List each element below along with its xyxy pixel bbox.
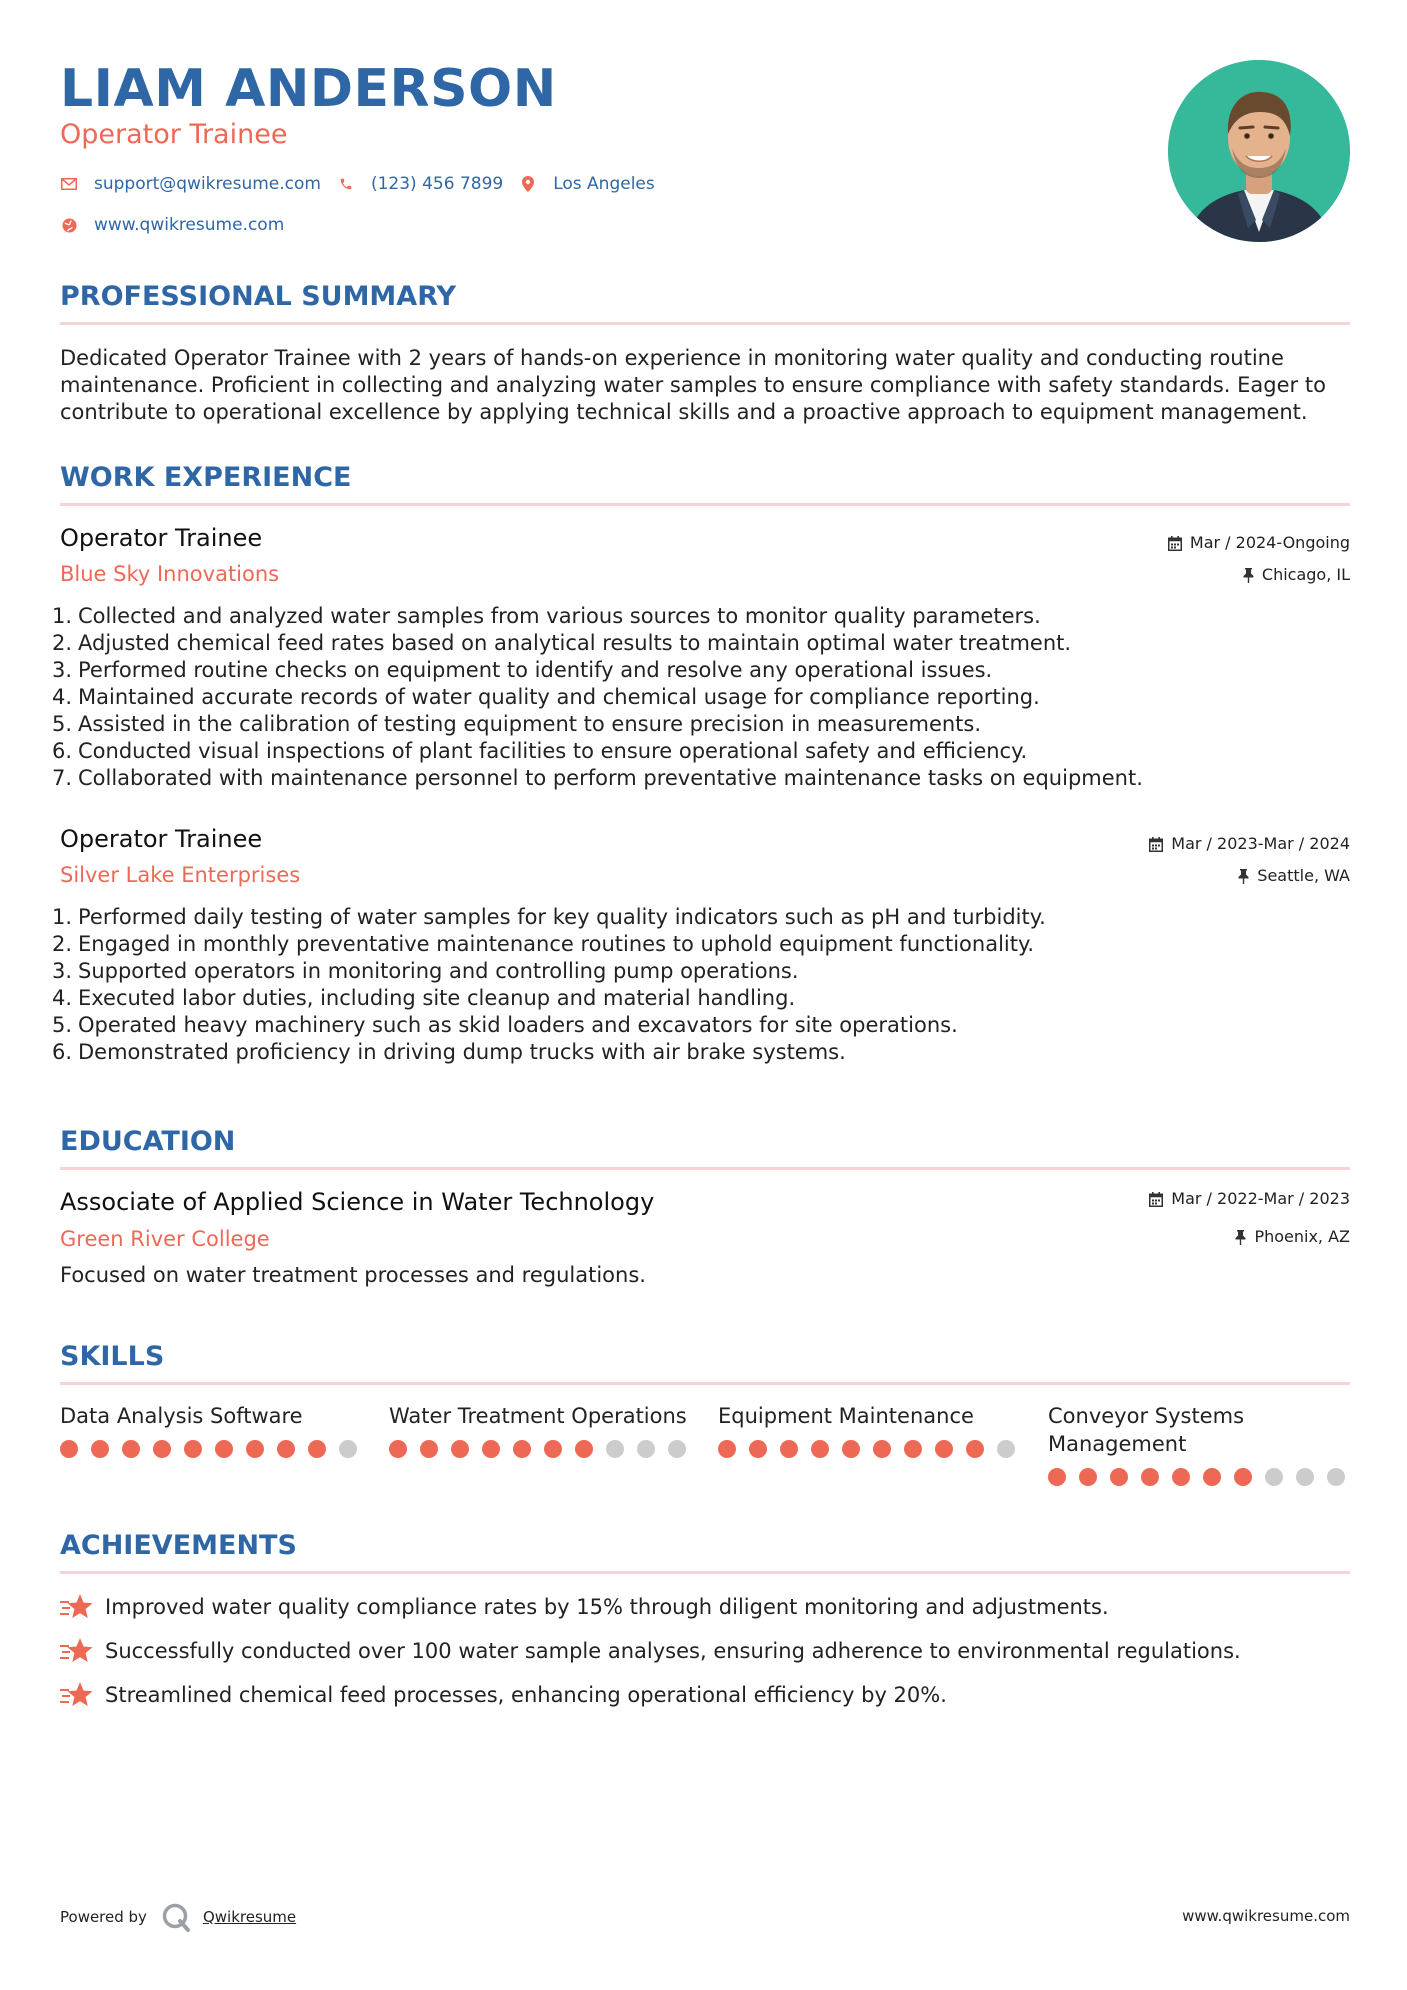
dates-text: Mar / 2023-Mar / 2024 <box>1171 834 1350 853</box>
rating-dot-filled <box>1172 1468 1190 1486</box>
degree-title: Associate of Applied Science in Water Technology <box>60 1188 655 1216</box>
skill-rating <box>389 1440 689 1458</box>
map-pin-icon <box>519 175 537 193</box>
phone-text: (123) 456 7899 <box>370 174 504 194</box>
dates-text: Mar / 2024-Ongoing <box>1189 533 1350 552</box>
location-text: Phoenix, AZ <box>1254 1227 1350 1246</box>
website-text[interactable]: www.qwikresume.com <box>94 215 285 235</box>
pushpin-icon <box>1243 568 1254 583</box>
rating-dot-filled <box>935 1440 953 1458</box>
rating-dot-filled <box>451 1440 469 1458</box>
rating-dot-filled <box>1141 1468 1159 1486</box>
globe-icon <box>60 216 78 234</box>
achievement-text: Successfully conducted over 100 water sample analyses, ensuring adherence to environmental regulations. <box>105 1639 1241 1663</box>
location-text: Seattle, WA <box>1257 866 1350 885</box>
job-location <box>1238 865 1350 887</box>
job-dates <box>1149 833 1350 855</box>
rating-dot-filled <box>718 1440 736 1458</box>
footer-url[interactable]: www.qwikresume.com <box>1182 1907 1350 1925</box>
rating-dot-filled <box>122 1440 140 1458</box>
job-responsibilities <box>52 904 1342 1066</box>
list-item: 4. Executed labor duties, including site cleanup and material handling. <box>52 986 796 1010</box>
rating-dot-filled <box>1110 1468 1128 1486</box>
education-description: Focused on water treatment processes and regulations. <box>60 1263 646 1287</box>
contact-phone[interactable] <box>337 174 503 194</box>
job-location <box>1243 564 1350 586</box>
star-icon <box>60 1592 94 1622</box>
rating-dot-filled <box>544 1440 562 1458</box>
achievement-item <box>60 1592 1109 1622</box>
rating-dot-filled <box>780 1440 798 1458</box>
rating-dot-filled <box>904 1440 922 1458</box>
candidate-name: LIAM ANDERSON <box>60 59 557 119</box>
envelope-icon <box>60 175 78 193</box>
section-divider <box>60 503 1350 506</box>
rating-dot-filled <box>277 1440 295 1458</box>
list-item: 7. Collaborated with maintenance personnel to perform preventative maintenance tasks on equipment. <box>52 766 1143 790</box>
email-text[interactable]: support@qwikresume.com <box>94 174 321 194</box>
calendar-icon <box>1168 536 1182 551</box>
rating-dot-filled <box>749 1440 767 1458</box>
job-responsibilities <box>52 603 1342 792</box>
rating-dot-empty <box>997 1440 1015 1458</box>
summary-heading: PROFESSIONAL SUMMARY <box>60 281 457 312</box>
skill-name: Equipment Maintenance <box>718 1404 974 1428</box>
rating-dot-filled <box>308 1440 326 1458</box>
job-title: Operator Trainee <box>60 524 263 552</box>
rating-dot-filled <box>811 1440 829 1458</box>
rating-dot-filled <box>153 1440 171 1458</box>
rating-dot-empty <box>668 1440 686 1458</box>
contact-website[interactable] <box>60 212 284 238</box>
rating-dot-filled <box>575 1440 593 1458</box>
rating-dot-empty <box>1296 1468 1314 1486</box>
rating-dot-filled <box>1048 1468 1066 1486</box>
company-name: Silver Lake Enterprises <box>60 863 301 887</box>
achievement-text: Streamlined chemical feed processes, enhancing operational efficiency by 20%. <box>105 1683 947 1707</box>
list-item: 1. Collected and analyzed water samples from various sources to monitor quality parameters. <box>52 604 1041 628</box>
brand-link[interactable]: Qwikresume <box>202 1908 297 1926</box>
skill-rating <box>1048 1468 1348 1486</box>
summary-text: Dedicated Operator Trainee with 2 years of hands-on experience in monitoring water quality and conducting routine maintenance. Proficient in collecting and analyzing water samples to ensure compliance with safety standards. Eager to contribute to operational excellence by applying technical skills and a proactive approach to equipment management. <box>60 346 1326 424</box>
contact-email[interactable] <box>60 174 321 194</box>
rating-dot-filled <box>91 1440 109 1458</box>
contact-row <box>60 171 655 197</box>
contact-location <box>519 174 655 194</box>
achievements-heading: ACHIEVEMENTS <box>60 1530 297 1561</box>
skill-item <box>1048 1402 1348 1486</box>
list-item: 5. Assisted in the calibration of testing equipment to ensure precision in measurements. <box>52 712 982 736</box>
rating-dot-empty <box>339 1440 357 1458</box>
location-text: Los Angeles <box>553 174 655 194</box>
rating-dot-filled <box>1079 1468 1097 1486</box>
list-item: 1. Performed daily testing of water samples for key quality indicators such as pH and turbidity. <box>52 905 1046 929</box>
rating-dot-filled <box>513 1440 531 1458</box>
section-divider <box>60 1571 1350 1574</box>
list-item: 6. Conducted visual inspections of plant facilities to ensure operational safety and efficiency. <box>52 739 1028 763</box>
rating-dot-filled <box>966 1440 984 1458</box>
job-title: Operator Trainee <box>60 825 263 853</box>
calendar-icon <box>1149 837 1163 852</box>
skill-item <box>718 1402 1018 1458</box>
section-divider <box>60 322 1350 325</box>
phone-icon <box>337 175 355 193</box>
list-item: 3. Supported operators in monitoring and controlling pump operations. <box>52 959 799 983</box>
rating-dot-filled <box>246 1440 264 1458</box>
education-heading: EDUCATION <box>60 1126 236 1157</box>
rating-dot-filled <box>482 1440 500 1458</box>
skill-name: Conveyor Systems Management <box>1048 1404 1245 1456</box>
achievement-item <box>60 1636 1241 1666</box>
rating-dot-empty <box>606 1440 624 1458</box>
qwikresume-logo-icon <box>161 1902 191 1932</box>
calendar-icon <box>1149 1192 1163 1207</box>
list-item: 3. Performed routine checks on equipment to identify and resolve any operational issues. <box>52 658 993 682</box>
pushpin-icon <box>1238 869 1249 884</box>
achievement-text: Improved water quality compliance rates by 15% through diligent monitoring and adjustments. <box>105 1595 1109 1619</box>
powered-by-label: Powered by <box>60 1908 147 1926</box>
skill-rating <box>60 1440 360 1458</box>
skill-name: Data Analysis Software <box>60 1404 303 1428</box>
candidate-role: Operator Trainee <box>60 119 288 150</box>
job-dates <box>1168 532 1350 554</box>
skill-name: Water Treatment Operations <box>389 1404 687 1428</box>
star-icon <box>60 1680 94 1710</box>
section-divider <box>60 1382 1350 1385</box>
education-location <box>1235 1226 1350 1248</box>
achievement-item <box>60 1680 947 1710</box>
rating-dot-filled <box>1234 1468 1252 1486</box>
rating-dot-filled <box>215 1440 233 1458</box>
skill-rating <box>718 1440 1018 1458</box>
dates-text: Mar / 2022-Mar / 2023 <box>1171 1189 1350 1208</box>
profile-photo <box>1168 60 1350 242</box>
skill-item <box>389 1402 689 1458</box>
pushpin-icon <box>1235 1230 1246 1245</box>
list-item: 5. Operated heavy machinery such as skid loaders and excavators for site operations. <box>52 1013 958 1037</box>
list-item: 4. Maintained accurate records of water quality and chemical usage for compliance reporting. <box>52 685 1040 709</box>
rating-dot-empty <box>1327 1468 1345 1486</box>
rating-dot-filled <box>60 1440 78 1458</box>
company-name: Blue Sky Innovations <box>60 562 280 586</box>
list-item: 2. Adjusted chemical feed rates based on analytical results to maintain optimal water treatment. <box>52 631 1072 655</box>
rating-dot-filled <box>842 1440 860 1458</box>
rating-dot-filled <box>184 1440 202 1458</box>
list-item: 6. Demonstrated proficiency in driving dump trucks with air brake systems. <box>52 1040 846 1064</box>
experience-heading: WORK EXPERIENCE <box>60 462 352 493</box>
rating-dot-filled <box>873 1440 891 1458</box>
rating-dot-filled <box>1203 1468 1221 1486</box>
section-divider <box>60 1167 1350 1170</box>
school-name: Green River College <box>60 1227 270 1251</box>
rating-dot-filled <box>420 1440 438 1458</box>
rating-dot-filled <box>389 1440 407 1458</box>
footer-branding <box>60 1902 296 1932</box>
skill-item <box>60 1402 360 1458</box>
skills-heading: SKILLS <box>60 1341 165 1372</box>
location-text: Chicago, IL <box>1261 565 1350 584</box>
rating-dot-empty <box>637 1440 655 1458</box>
list-item: 2. Engaged in monthly preventative maintenance routines to uphold equipment functionality. <box>52 932 1035 956</box>
education-dates <box>1149 1188 1350 1210</box>
star-icon <box>60 1636 94 1666</box>
rating-dot-empty <box>1265 1468 1283 1486</box>
